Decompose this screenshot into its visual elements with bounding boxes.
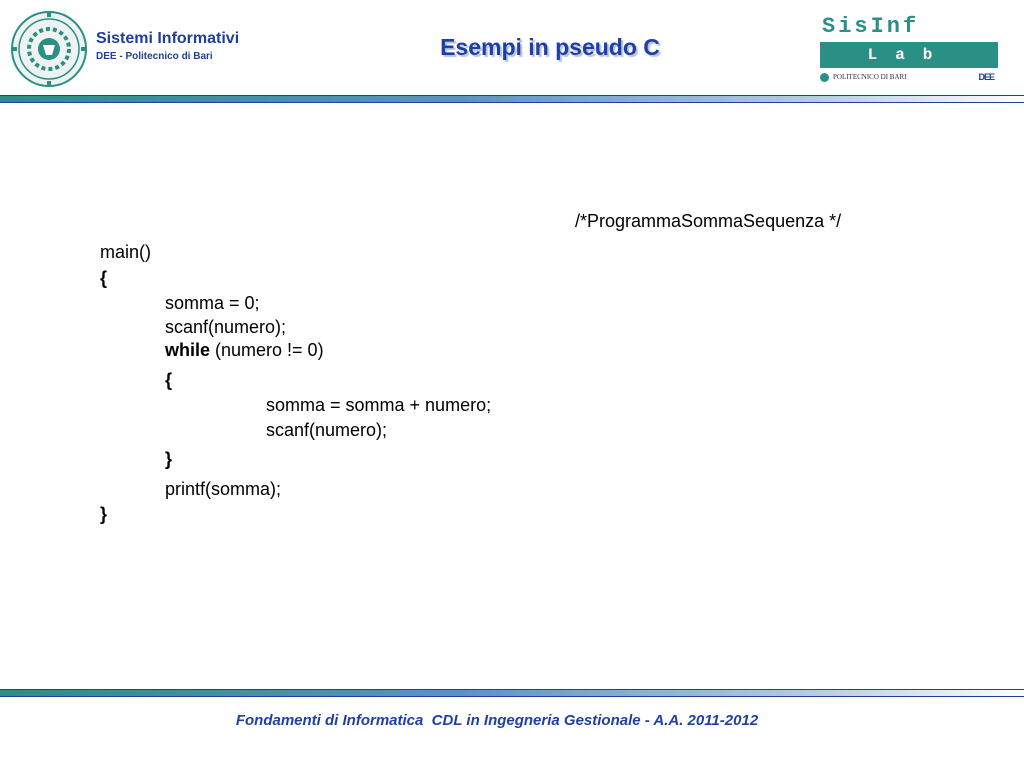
brand-title: Sistemi Informativi xyxy=(96,30,240,47)
code-close-brace: } xyxy=(100,504,108,524)
dee-logo-text: DEE xyxy=(978,72,994,82)
code-inner-close-brace: } xyxy=(165,449,173,469)
code-inner-open-brace: { xyxy=(165,370,173,390)
code-main: main() xyxy=(100,242,152,262)
code-printf: printf(somma); xyxy=(165,479,282,499)
code-somma-init: somma = 0; xyxy=(165,293,260,313)
code-while-keyword: while xyxy=(165,340,211,360)
code-comment: /*ProgrammaSommaSequenza */ xyxy=(575,211,842,231)
code-while-condition: (numero != 0) xyxy=(210,340,324,360)
code-scanf-2: scanf(numero); xyxy=(266,420,388,440)
code-somma-add: somma = somma + numero; xyxy=(266,395,492,415)
sisinf-lab-logo xyxy=(818,14,998,86)
lab-logo-bar-text: Lab xyxy=(820,42,998,68)
header-divider xyxy=(0,95,1024,103)
politecnico-mini-icon xyxy=(820,73,829,82)
code-scanf-1: scanf(numero); xyxy=(165,317,287,337)
lab-logo-footer-text: POLITECNICO DI BARI xyxy=(833,73,907,81)
footer-divider xyxy=(0,689,1024,697)
brand-subtitle: DEE - Politecnico di Bari xyxy=(96,51,213,62)
slide-title: Esempi in pseudo C xyxy=(440,34,660,60)
lab-logo-footer xyxy=(820,70,998,84)
lab-logo-top-text: SisInf xyxy=(822,14,920,39)
code-open-brace: { xyxy=(100,268,108,288)
footer-course-info: Fondamenti di Informatica CDL in Ingegneria Gestionale - A.A. 2011-2012 xyxy=(235,712,759,729)
code-while-line xyxy=(165,340,324,361)
